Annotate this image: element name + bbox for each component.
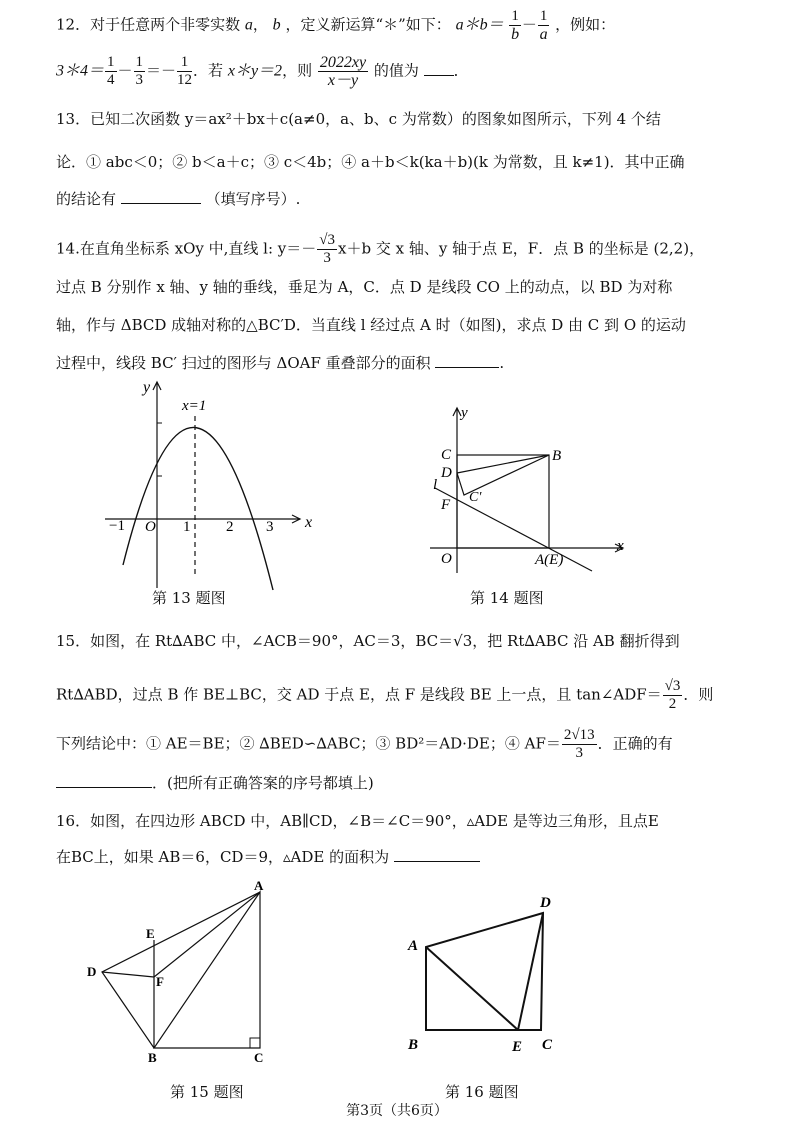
q15-text: Rt∆ABD，过点 B 作 BE⊥BC，交 AD 于点 E，点 F 是线段 BE 上一点，且 tan∠ADF＝ xyxy=(56,685,662,704)
num: 1 xyxy=(511,8,519,24)
den: a xyxy=(539,26,548,43)
point-C: C xyxy=(441,447,452,463)
caption-14: 第 14 题图 xyxy=(470,589,544,607)
q12-def: a＊b＝ xyxy=(455,16,504,34)
q14-line4 xyxy=(56,352,504,374)
triangle-BCprimeD xyxy=(457,455,549,495)
point-Cprime: C′ xyxy=(469,490,482,505)
q15-frac-tan xyxy=(663,678,683,713)
y-label: y xyxy=(461,405,468,421)
point-A-E: A(E) xyxy=(535,552,564,568)
q12-var-b: b xyxy=(272,16,281,34)
q12-frac-e3 xyxy=(177,54,192,89)
q15-line4 xyxy=(56,772,374,794)
q12-example: 3＊4＝ xyxy=(56,62,105,80)
origin-label: O xyxy=(145,519,156,535)
num: 1 xyxy=(539,8,548,24)
page-footer: 第3页（共6页） xyxy=(346,1103,448,1119)
num: 2√13 xyxy=(563,727,595,743)
q13-answer-blank[interactable] xyxy=(121,189,201,204)
q12-var-a: a xyxy=(244,16,253,34)
caption-16: 第 16 题图 xyxy=(445,1083,519,1101)
q12-text3: ，例如： xyxy=(555,15,616,34)
q15-text5: ．(把所有正确答案的序号都填上) xyxy=(152,774,374,792)
line-l xyxy=(435,488,592,571)
parabola xyxy=(123,427,273,590)
q15-answer-blank[interactable] xyxy=(56,773,152,788)
q14-frac xyxy=(317,232,337,267)
right-angle-C xyxy=(250,1038,260,1048)
q15-text3: 下列结论中：① AE＝BE；② ∆BED∽∆ABC；③ BD²＝AD·DE；④ AF＝ xyxy=(56,734,561,753)
q16-text: 在BC上，如果 AB＝6，CD＝9，▵ADE 的面积为 xyxy=(56,848,390,866)
num: 1 xyxy=(177,54,192,72)
segment-DF xyxy=(102,972,154,977)
x-label: x xyxy=(305,514,313,531)
point-E: E xyxy=(512,1039,523,1055)
num: 2022xy xyxy=(319,54,367,71)
tick-1: 1 xyxy=(183,519,191,535)
q16-line2 xyxy=(56,846,480,868)
q13-line3 xyxy=(56,188,300,210)
den: 3 xyxy=(135,72,144,88)
q15-line3 xyxy=(56,727,673,762)
segment-AF xyxy=(154,892,260,977)
den: 3 xyxy=(575,745,583,761)
q15-frac-af xyxy=(562,727,597,762)
point-A: A xyxy=(408,938,419,954)
caption-13: 第 13 题图 xyxy=(152,589,226,607)
q12-text5: ，则 xyxy=(282,61,313,80)
point-F: F xyxy=(441,497,451,513)
q14-text3: 过程中，线段 BC′ 扫过的图形与 ΔOAF 重叠部分的面积 xyxy=(56,354,431,372)
q12-frac-1a xyxy=(538,8,550,43)
q12-period: ． xyxy=(453,61,469,80)
q13-line2: 论．① abc＜0；② b＜a＋c；③ c＜4b；④ a＋b＜k(ka＋b)(k 为常数，且 k≠1)．其中正确 xyxy=(56,153,685,171)
q13-text: 的结论有 xyxy=(56,190,117,208)
q12-text6: 的值为 xyxy=(373,61,419,80)
q12-frac-expr xyxy=(318,54,368,89)
figure-14 xyxy=(425,403,645,578)
q14-line3: 轴，作与 ΔBCD 成轴对称的△BC′D．当直线 l 经过点 A 时（如图)，求点 D 由 C 到 O 的运动 xyxy=(56,316,686,334)
figure-13 xyxy=(95,378,325,598)
q12-text2: ，定义新运算“＊”如下： xyxy=(285,15,451,34)
q14-answer-blank[interactable] xyxy=(435,353,499,368)
q12-text4: ．若 xyxy=(193,61,224,80)
q16-line1: 16．如图，在四边形 ABCD 中，AB∥CD，∠B＝∠C＝90°，▵ADE 是等边三角形，且点E xyxy=(56,812,659,830)
point-B: B xyxy=(148,1050,157,1065)
q15-line1: 15．如图，在 Rt∆ABC 中，∠ACB＝90°，AC＝3，BC＝√3，把 Rt∆ABC 沿 AB 翻折得到 xyxy=(56,632,680,650)
point-E: E xyxy=(146,926,155,941)
point-B: B xyxy=(552,448,562,464)
segment-BD xyxy=(457,455,549,473)
q12-frac-e1 xyxy=(105,54,117,89)
x-label: x xyxy=(617,538,624,554)
den: x－y xyxy=(327,72,359,89)
num: √3 xyxy=(319,232,335,248)
q15-line2 xyxy=(56,678,713,713)
q14-line2: 过点 B 分别作 x 轴、y 轴的垂线，垂足为 A，C．点 D 是线段 CO 上的动点，以 BD 为对称 xyxy=(56,278,673,296)
axis-label: x=1 xyxy=(182,398,207,414)
caption-15: 第 15 题图 xyxy=(170,1083,244,1101)
quadrilateral-ABCD xyxy=(426,913,543,1030)
point-C: C xyxy=(542,1037,553,1053)
q12-frac-1b xyxy=(509,8,521,43)
den: 3 xyxy=(323,250,331,266)
q12-sep: ， xyxy=(252,15,268,34)
q12-answer-blank[interactable] xyxy=(424,61,454,76)
q15-text4: ．正确的有 xyxy=(597,734,673,753)
q15-text2: ．则 xyxy=(683,685,714,704)
minus: － xyxy=(521,15,537,34)
q14-text: 14.在直角坐标系 xOy 中,直线 l: y＝－ xyxy=(56,239,317,258)
q14-text2: x＋b 交 x 轴、y 轴于点 E，F．点 B 的坐标是 (2,2)， xyxy=(338,239,705,258)
den: 4 xyxy=(107,72,115,88)
point-D: D xyxy=(87,964,97,979)
q12-condition: x＊y＝2 xyxy=(227,62,283,80)
segment-AE xyxy=(426,947,518,1030)
q12-line2 xyxy=(56,54,469,89)
point-D: D xyxy=(540,895,551,911)
tick-minus1: −1 xyxy=(109,518,125,534)
q12-line1 xyxy=(56,8,615,43)
q14-line1 xyxy=(56,232,704,267)
segment-ED xyxy=(518,913,543,1030)
num: √3 xyxy=(664,678,681,694)
point-B: B xyxy=(408,1037,419,1053)
triangle-ABD xyxy=(102,892,260,1048)
tick-2: 2 xyxy=(226,519,234,535)
point-A: A xyxy=(254,878,264,893)
q12-frac-e2 xyxy=(134,54,146,89)
num: 1 xyxy=(135,54,144,70)
q12-text: 12．对于任意两个非零实数 xyxy=(56,15,241,34)
tick-3: 3 xyxy=(266,519,274,535)
y-label: y xyxy=(143,379,151,396)
den: 2 xyxy=(668,696,677,712)
figure-15 xyxy=(82,876,282,1066)
figure-16 xyxy=(400,890,570,1060)
point-O: O xyxy=(441,551,452,567)
num: 1 xyxy=(107,54,115,70)
den: 12 xyxy=(177,72,193,88)
triangle-ABC xyxy=(154,892,260,1048)
q13-line1: 13．已知二次函数 y＝ax²＋bx＋c(a≠0，a、b、c 为常数）的图象如图所示，下列 4 个结 xyxy=(56,110,661,128)
den: b xyxy=(511,26,520,43)
point-F: F xyxy=(156,974,164,989)
point-C: C xyxy=(254,1050,264,1065)
minus: － xyxy=(117,61,133,80)
equals-minus: ＝－ xyxy=(146,61,177,80)
q14-period: . xyxy=(499,354,505,372)
point-D: D xyxy=(441,465,452,481)
q13-text2: （填写序号）. xyxy=(205,190,301,208)
q16-answer-blank[interactable] xyxy=(394,847,480,862)
line-l-label: l xyxy=(433,477,438,493)
